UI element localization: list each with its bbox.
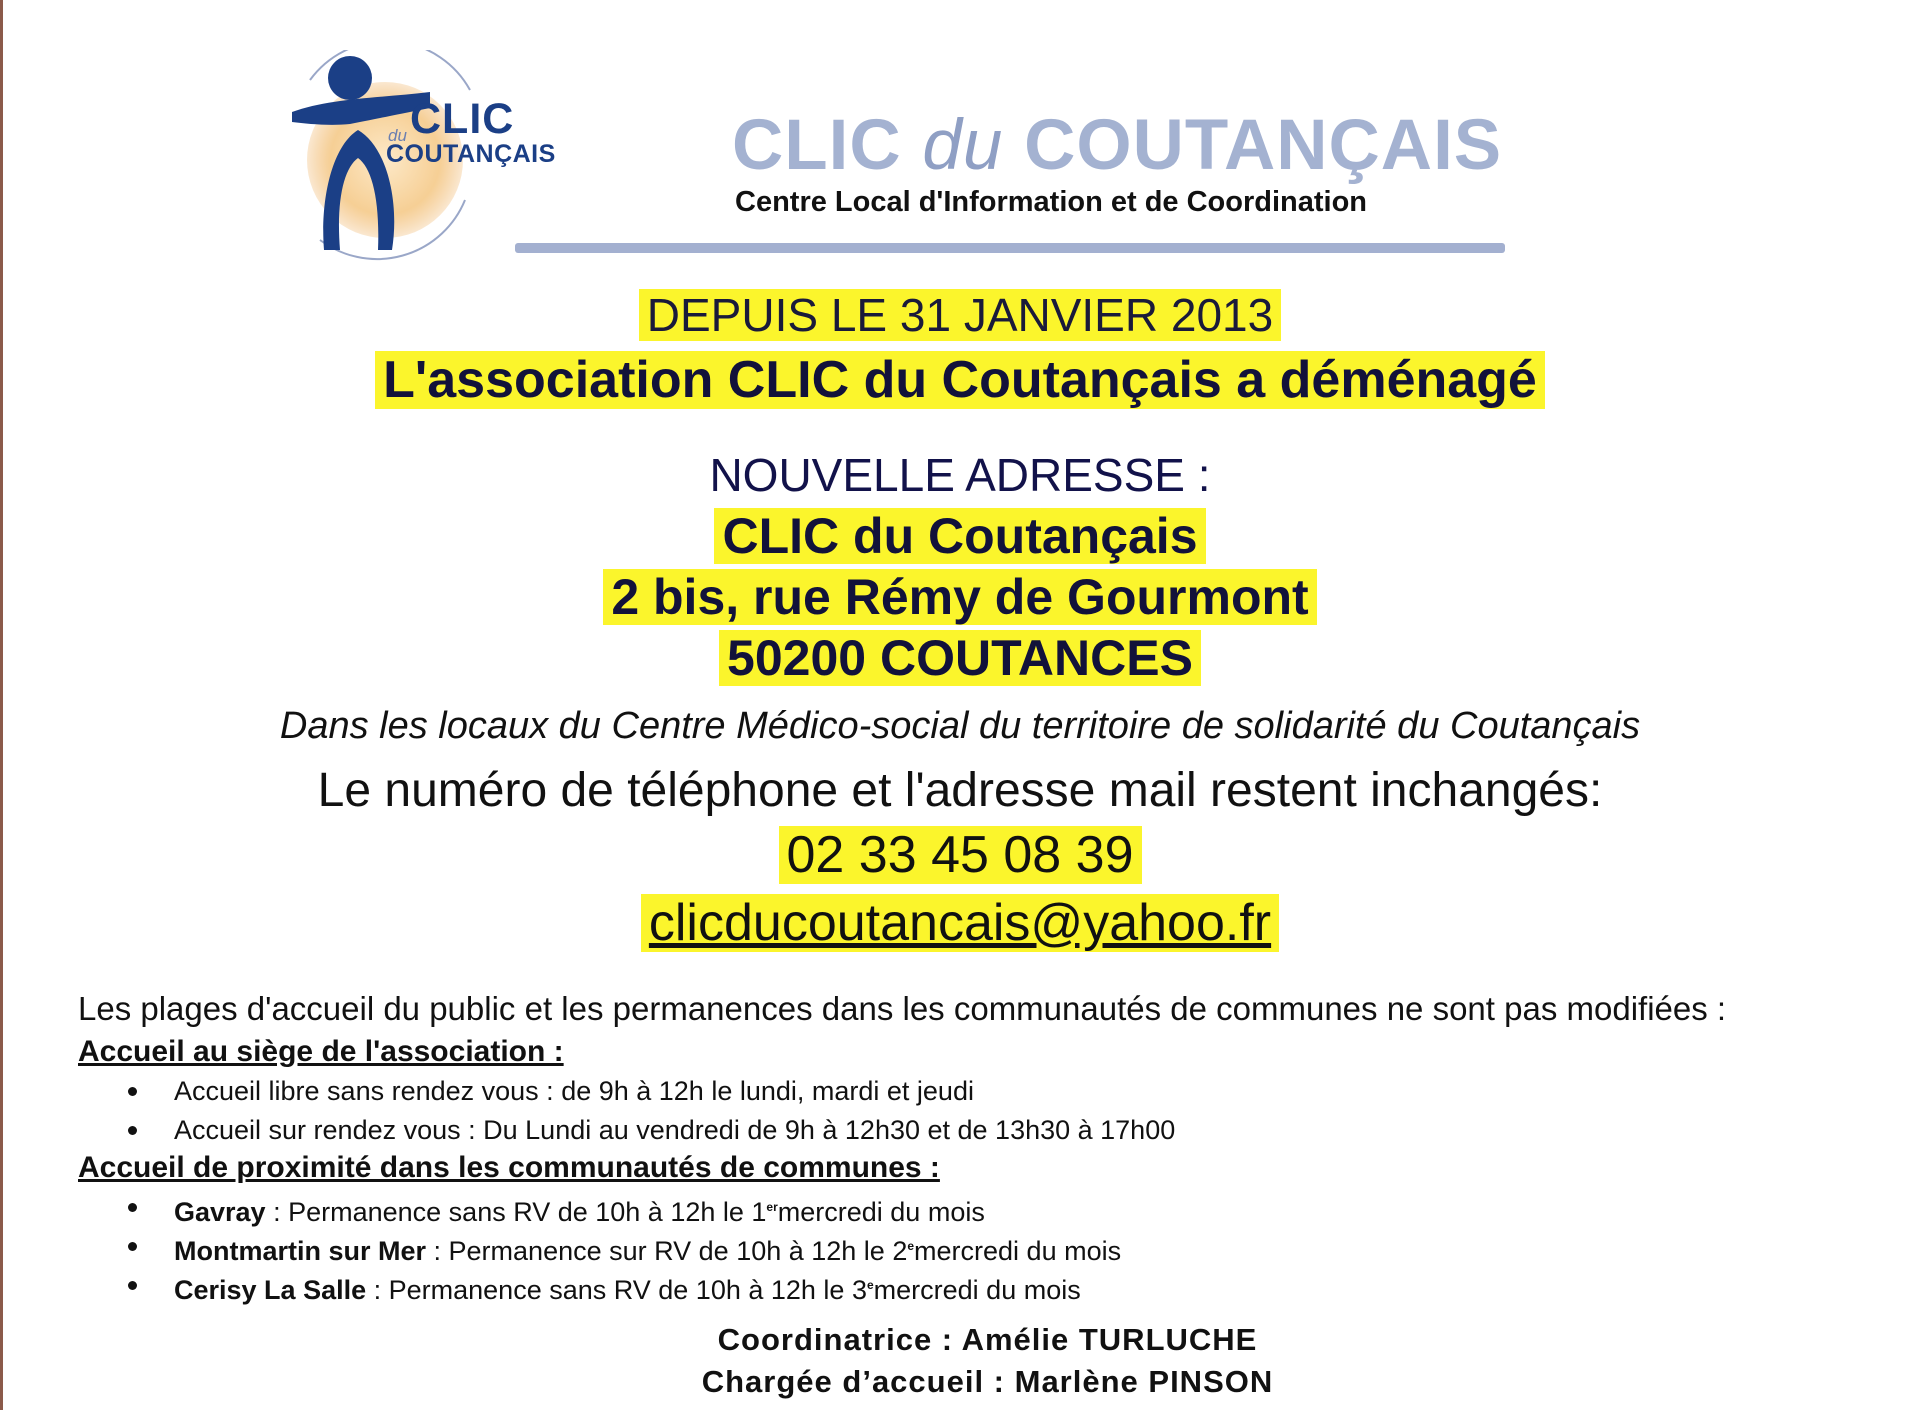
moved-text: L'association CLIC du Coutançais a déménagé — [375, 351, 1545, 409]
permanence-text: : Permanence sans RV de 10h à 12h le 3 — [366, 1275, 867, 1305]
town-name: Cerisy La Salle — [174, 1275, 367, 1305]
header-divider — [515, 243, 1505, 253]
since-text: DEPUIS LE 31 JANVIER 2013 — [639, 289, 1281, 341]
town-name: Montmartin sur Mer — [174, 1236, 427, 1266]
title-clic: CLIC — [732, 106, 902, 185]
logo-coutancais-text: COUTANÇAIS — [386, 140, 556, 168]
address-line-3-text: 50200 COUTANCES — [719, 630, 1201, 686]
address-line-2 — [0, 568, 1920, 626]
title-du: du — [922, 106, 1004, 185]
list-item — [120, 1188, 1121, 1227]
bullet-icon — [128, 1126, 137, 1135]
phone-number: 02 33 45 08 39 — [779, 826, 1142, 884]
proximite-list — [120, 1188, 1121, 1305]
permanence-text-end: mercredi du mois — [914, 1236, 1122, 1266]
moved-line — [0, 350, 1920, 410]
header-title — [732, 105, 1502, 186]
list-item-text: Accueil libre sans rendez vous : de 9h à 12h le lundi, mardi et jeudi — [174, 1076, 974, 1106]
address-line-3 — [0, 629, 1920, 687]
list-item-text: Accueil sur rendez vous : Du Lundi au vendredi de 9h à 12h30 et de 13h30 à 17h00 — [174, 1115, 1176, 1145]
coordinator-line: Coordinatrice : Amélie TURLUCHE — [717, 1322, 1258, 1357]
permanence-text: : Permanence sur RV de 10h à 12h le 2 — [426, 1236, 908, 1266]
ordinal-suffix: e — [907, 1239, 915, 1253]
unchanged-note: Le numéro de téléphone et l'adresse mail restent inchangés: — [317, 764, 1603, 817]
siege-list — [120, 1072, 1175, 1150]
logo-clic-text: CLIC — [410, 95, 515, 143]
bullet-icon — [128, 1281, 137, 1290]
ordinal-suffix: e — [866, 1278, 874, 1292]
bullet-icon — [128, 1242, 137, 1251]
list-item — [120, 1072, 1175, 1111]
phone-line — [0, 825, 1920, 885]
list-item — [120, 1227, 1121, 1266]
ordinal-suffix: er — [766, 1200, 778, 1214]
premises-note: Dans les locaux du Centre Médico-social du territoire de solidarité du Coutançais — [279, 705, 1641, 747]
list-item — [120, 1266, 1121, 1305]
address-line-1-text: CLIC du Coutançais — [714, 508, 1205, 564]
new-address-label: NOUVELLE ADRESSE : — [709, 449, 1211, 501]
permanence-text-end: mercredi du mois — [777, 1197, 985, 1227]
list-item — [120, 1111, 1175, 1150]
logo-du-text: du — [388, 126, 407, 145]
town-name: Gavray — [174, 1197, 266, 1227]
address-line-1 — [0, 507, 1920, 565]
since-line — [0, 288, 1920, 342]
bullet-icon — [128, 1203, 137, 1212]
reception-line: Chargée d’accueil : Marlène PINSON — [701, 1364, 1274, 1399]
clic-logo — [280, 50, 580, 265]
siege-heading: Accueil au siège de l'association : — [78, 1035, 564, 1068]
bullet-icon — [128, 1087, 137, 1096]
permanence-text-end: mercredi du mois — [873, 1275, 1081, 1305]
hours-intro: Les plages d'accueil du public et les permanences dans les communautés de communes ne sont pas modifiées : — [78, 990, 1727, 1027]
header-subtitle: Centre Local d'Information et de Coordination — [735, 186, 1368, 218]
permanence-text: : Permanence sans RV de 10h à 12h le 1 — [265, 1197, 767, 1227]
title-coutancais: COUTANÇAIS — [1024, 106, 1503, 185]
address-line-2-text: 2 bis, rue Rémy de Gourmont — [603, 569, 1316, 625]
email-line — [0, 893, 1920, 953]
email-link[interactable]: clicducoutancais@yahoo.fr — [641, 894, 1279, 952]
proximite-heading: Accueil de proximité dans les communautés de communes : — [78, 1151, 940, 1184]
